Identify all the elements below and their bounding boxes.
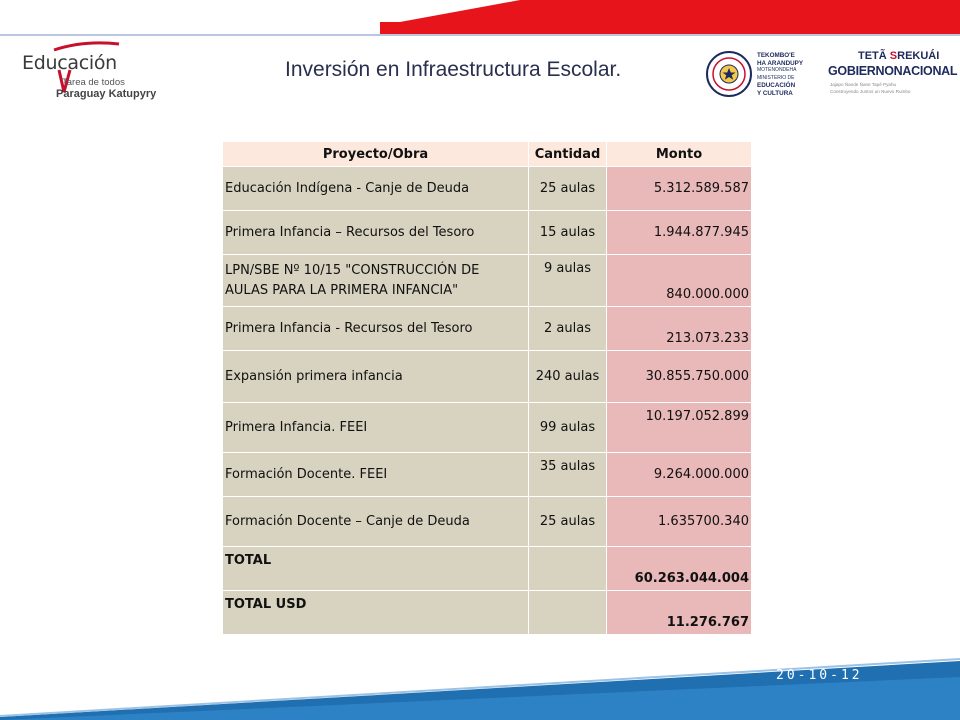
cell-cantidad: 25 aulas — [529, 497, 607, 547]
cell-proyecto: Expansión primera infancia — [223, 351, 529, 403]
cell-monto: 30.855.750.000 — [607, 351, 752, 403]
total-usd-cantidad — [529, 591, 607, 635]
total-cantidad — [529, 547, 607, 591]
logo-tagline: Tarea de todos — [62, 77, 125, 88]
cell-monto: 1.635700.340 — [607, 497, 752, 547]
header-monto: Monto — [607, 142, 752, 167]
table-row — [223, 497, 752, 547]
government-logo: TETÃ SREKUÁI GOBIERNONACIONAL Jajapo Ñande Ñane Tapé Pyahu Construyendo Juntos un Nuevo Rumbo — [828, 50, 958, 94]
table-row — [223, 255, 752, 307]
cell-proyecto: Primera Infancia – Recursos del Tesoro — [223, 211, 529, 255]
cell-monto: 10.197.052.899 — [607, 403, 752, 453]
cell-monto: 1.944.877.945 — [607, 211, 752, 255]
cell-proyecto: Formación Docente. FEEI — [223, 453, 529, 497]
total-row — [223, 547, 752, 591]
mec-logo-text — [757, 52, 819, 97]
gov-word2: REKUÁI — [897, 50, 940, 62]
table-row — [223, 403, 752, 453]
cell-cantidad: 99 aulas — [529, 403, 607, 453]
mec-line6: Y CULTURA — [757, 89, 793, 97]
cell-cantidad: 9 aulas — [529, 255, 607, 307]
cell-proyecto: Primera Infancia. FEEI — [223, 403, 529, 453]
national-seal-icon — [705, 50, 753, 98]
cell-cantidad: 25 aulas — [529, 167, 607, 211]
mec-line2: HA ARANDUPY — [757, 59, 804, 67]
table-row — [223, 167, 752, 211]
cell-cantidad: 240 aulas — [529, 351, 607, 403]
total-usd-row — [223, 591, 752, 635]
cell-monto: 840.000.000 — [607, 255, 752, 307]
table-row — [223, 453, 752, 497]
gov-word4: NACIONAL — [893, 64, 958, 78]
footer-date: 20-10-12 — [776, 668, 863, 683]
cell-monto: 5.312.589.587 — [607, 167, 752, 211]
cell-proyecto: Educación Indígena - Canje de Deuda — [223, 167, 529, 211]
gov-motto1: Jajapo Ñande Ñane Tapé Pyahu — [830, 82, 897, 87]
table-row — [223, 307, 752, 351]
header-proyecto: Proyecto/Obra — [223, 142, 529, 167]
total-label: TOTAL — [223, 547, 529, 591]
header-cantidad: Cantidad — [529, 142, 607, 167]
investment-table — [222, 141, 752, 635]
gov-word3: GOBIERNO — [828, 64, 894, 78]
footer-swoosh — [0, 655, 960, 720]
cell-proyecto: Formación Docente – Canje de Deuda — [223, 497, 529, 547]
total-usd-label: TOTAL USD — [223, 591, 529, 635]
gov-motto2: Construyendo Juntos un Nuevo Rumbo — [830, 89, 911, 94]
mec-line3: MOTENONDEHA — [757, 67, 797, 73]
mec-line1: TEKOMBO'E — [757, 52, 795, 59]
mec-line5: EDUCACIÓN — [757, 82, 796, 89]
top-banner — [0, 0, 960, 40]
gov-word1: TETÃ — [858, 50, 887, 62]
cell-monto: 213.073.233 — [607, 307, 752, 351]
table-row — [223, 351, 752, 403]
cell-monto: 9.264.000.000 — [607, 453, 752, 497]
cell-cantidad: 15 aulas — [529, 211, 607, 255]
cell-cantidad: 35 aulas — [529, 453, 607, 497]
logo-brand-text: Educación — [22, 52, 117, 74]
page-title: Inversión en Infraestructura Escolar. — [285, 58, 622, 81]
total-monto: 60.263.044.004 — [607, 547, 752, 591]
logo-subtitle: Paraguay Katupyry — [56, 88, 157, 100]
mec-line4: MINISTERIO DE — [757, 74, 795, 81]
total-usd-monto: 11.276.767 — [607, 591, 752, 635]
table-row — [223, 211, 752, 255]
table-header-row — [223, 142, 752, 167]
cell-cantidad: 2 aulas — [529, 307, 607, 351]
cell-proyecto: LPN/SBE Nº 10/15 "CONSTRUCCIÓN DE AULAS PARA LA PRIMERA INFANCIA" — [223, 255, 529, 307]
cell-proyecto: Primera Infancia - Recursos del Tesoro — [223, 307, 529, 351]
